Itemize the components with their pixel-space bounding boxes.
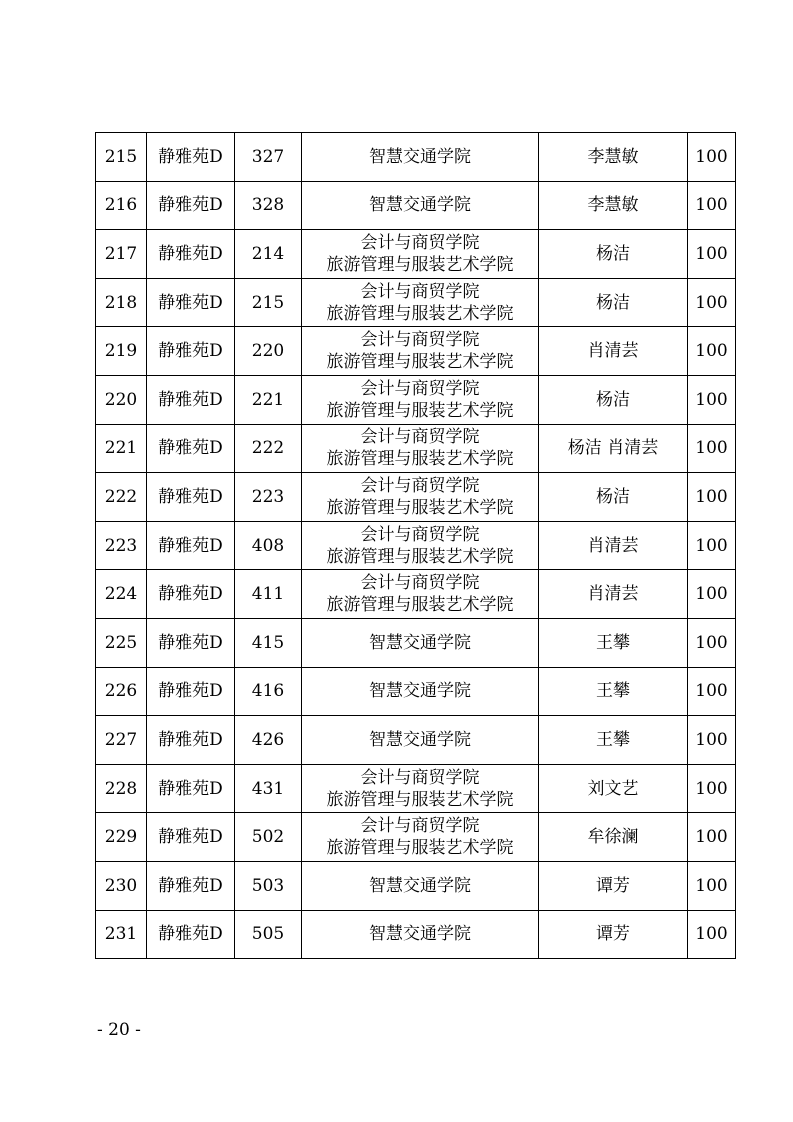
college-cell	[302, 375, 539, 424]
building-cell: 静雅苑D	[147, 133, 235, 182]
building-cell: 静雅苑D	[147, 375, 235, 424]
room-number-cell: 220	[235, 327, 302, 376]
building-cell: 静雅苑D	[147, 327, 235, 376]
building-cell: 静雅苑D	[147, 521, 235, 570]
college-cell	[302, 230, 539, 279]
room-number-cell: 214	[235, 230, 302, 279]
score-cell: 100	[688, 910, 736, 959]
building-cell: 静雅苑D	[147, 910, 235, 959]
teacher-cell: 杨洁	[539, 230, 688, 279]
score-cell: 100	[688, 764, 736, 813]
college-name: 会计与商贸学院	[360, 330, 480, 351]
table-row	[96, 521, 736, 570]
building-cell: 静雅苑D	[147, 424, 235, 473]
college-cell	[302, 764, 539, 813]
building-cell: 静雅苑D	[147, 813, 235, 862]
score-cell: 100	[688, 861, 736, 910]
score-cell: 100	[688, 133, 736, 182]
building-cell: 静雅苑D	[147, 570, 235, 619]
row-number-cell: 221	[96, 424, 147, 473]
building-cell: 静雅苑D	[147, 230, 235, 279]
building-cell: 静雅苑D	[147, 716, 235, 765]
row-number-cell: 217	[96, 230, 147, 279]
room-number-cell: 221	[235, 375, 302, 424]
score-cell: 100	[688, 278, 736, 327]
building-cell: 静雅苑D	[147, 278, 235, 327]
room-number-cell: 503	[235, 861, 302, 910]
college-cell	[302, 910, 539, 959]
page-number: - 20 -	[97, 1020, 141, 1040]
room-number-cell: 411	[235, 570, 302, 619]
college-cell	[302, 278, 539, 327]
college-name: 旅游管理与服装艺术学院	[326, 254, 514, 275]
college-name: 会计与商贸学院	[360, 232, 480, 253]
score-cell: 100	[688, 813, 736, 862]
score-cell: 100	[688, 327, 736, 376]
row-number-cell: 220	[96, 375, 147, 424]
college-name: 旅游管理与服装艺术学院	[326, 595, 514, 616]
college-name: 智慧交通学院	[369, 146, 471, 167]
row-number-cell: 218	[96, 278, 147, 327]
score-cell: 100	[688, 570, 736, 619]
college-name: 智慧交通学院	[369, 681, 471, 702]
teacher-cell: 肖清芸	[539, 521, 688, 570]
score-cell: 100	[688, 716, 736, 765]
teacher-cell: 杨洁	[539, 278, 688, 327]
room-number-cell: 215	[235, 278, 302, 327]
college-name: 会计与商贸学院	[360, 427, 480, 448]
row-number-cell: 215	[96, 133, 147, 182]
college-name: 会计与商贸学院	[360, 281, 480, 302]
score-cell: 100	[688, 667, 736, 716]
college-name: 旅游管理与服装艺术学院	[326, 789, 514, 810]
college-name: 会计与商贸学院	[360, 767, 480, 788]
college-name: 旅游管理与服装艺术学院	[326, 449, 514, 470]
score-cell: 100	[688, 521, 736, 570]
college-name: 旅游管理与服装艺术学院	[326, 400, 514, 421]
college-cell	[302, 618, 539, 667]
teacher-cell: 杨洁 肖清芸	[539, 424, 688, 473]
college-name: 旅游管理与服装艺术学院	[326, 303, 514, 324]
table-row	[96, 764, 736, 813]
row-number-cell: 219	[96, 327, 147, 376]
table-row	[96, 716, 736, 765]
college-name: 会计与商贸学院	[360, 816, 480, 837]
college-cell	[302, 570, 539, 619]
table-row	[96, 327, 736, 376]
college-name: 智慧交通学院	[369, 729, 471, 750]
row-number-cell: 224	[96, 570, 147, 619]
row-number-cell: 229	[96, 813, 147, 862]
row-number-cell: 231	[96, 910, 147, 959]
building-cell: 静雅苑D	[147, 181, 235, 230]
teacher-cell: 李慧敏	[539, 181, 688, 230]
row-number-cell: 230	[96, 861, 147, 910]
table-row	[96, 230, 736, 279]
table-row	[96, 618, 736, 667]
teacher-cell: 肖清芸	[539, 570, 688, 619]
room-number-cell: 505	[235, 910, 302, 959]
college-name: 智慧交通学院	[369, 875, 471, 896]
college-name: 会计与商贸学院	[360, 524, 480, 545]
teacher-cell: 杨洁	[539, 375, 688, 424]
teacher-cell: 刘文艺	[539, 764, 688, 813]
table-body	[96, 133, 736, 959]
college-name: 旅游管理与服装艺术学院	[326, 838, 514, 859]
row-number-cell: 228	[96, 764, 147, 813]
row-number-cell: 226	[96, 667, 147, 716]
room-number-cell: 502	[235, 813, 302, 862]
row-number-cell: 222	[96, 473, 147, 522]
score-cell: 100	[688, 375, 736, 424]
table-row	[96, 570, 736, 619]
table-row	[96, 133, 736, 182]
table-row	[96, 278, 736, 327]
college-cell	[302, 327, 539, 376]
teacher-cell: 王攀	[539, 716, 688, 765]
college-cell	[302, 716, 539, 765]
college-name: 旅游管理与服装艺术学院	[326, 352, 514, 373]
college-cell	[302, 133, 539, 182]
score-cell: 100	[688, 181, 736, 230]
college-name: 会计与商贸学院	[360, 475, 480, 496]
score-cell: 100	[688, 230, 736, 279]
score-cell: 100	[688, 473, 736, 522]
college-name: 智慧交通学院	[369, 632, 471, 653]
teacher-cell: 王攀	[539, 667, 688, 716]
college-cell	[302, 861, 539, 910]
table-row	[96, 813, 736, 862]
college-name: 智慧交通学院	[369, 924, 471, 945]
room-number-cell: 223	[235, 473, 302, 522]
table-row	[96, 181, 736, 230]
college-cell	[302, 667, 539, 716]
row-number-cell: 223	[96, 521, 147, 570]
teacher-cell: 肖清芸	[539, 327, 688, 376]
building-cell: 静雅苑D	[147, 861, 235, 910]
room-number-cell: 431	[235, 764, 302, 813]
room-number-cell: 408	[235, 521, 302, 570]
table-row	[96, 910, 736, 959]
room-number-cell: 222	[235, 424, 302, 473]
score-cell: 100	[688, 424, 736, 473]
college-cell	[302, 521, 539, 570]
score-cell: 100	[688, 618, 736, 667]
teacher-cell: 谭芳	[539, 861, 688, 910]
room-number-cell: 328	[235, 181, 302, 230]
table-row	[96, 473, 736, 522]
teacher-cell: 杨洁	[539, 473, 688, 522]
college-cell	[302, 424, 539, 473]
row-number-cell: 225	[96, 618, 147, 667]
room-number-cell: 416	[235, 667, 302, 716]
teacher-cell: 谭芳	[539, 910, 688, 959]
room-number-cell: 327	[235, 133, 302, 182]
building-cell: 静雅苑D	[147, 473, 235, 522]
teacher-cell: 牟徐澜	[539, 813, 688, 862]
teacher-cell: 王攀	[539, 618, 688, 667]
college-name: 会计与商贸学院	[360, 573, 480, 594]
row-number-cell: 227	[96, 716, 147, 765]
college-cell	[302, 473, 539, 522]
row-number-cell: 216	[96, 181, 147, 230]
teacher-cell: 李慧敏	[539, 133, 688, 182]
college-name: 会计与商贸学院	[360, 378, 480, 399]
building-cell: 静雅苑D	[147, 618, 235, 667]
room-number-cell: 426	[235, 716, 302, 765]
building-cell: 静雅苑D	[147, 667, 235, 716]
table-row	[96, 861, 736, 910]
college-cell	[302, 813, 539, 862]
college-cell	[302, 181, 539, 230]
table-row	[96, 375, 736, 424]
dormitory-score-table	[95, 132, 736, 959]
building-cell: 静雅苑D	[147, 764, 235, 813]
college-name: 旅游管理与服装艺术学院	[326, 546, 514, 567]
table-row	[96, 667, 736, 716]
room-number-cell: 415	[235, 618, 302, 667]
table-row	[96, 424, 736, 473]
college-name: 旅游管理与服装艺术学院	[326, 497, 514, 518]
college-name: 智慧交通学院	[369, 195, 471, 216]
